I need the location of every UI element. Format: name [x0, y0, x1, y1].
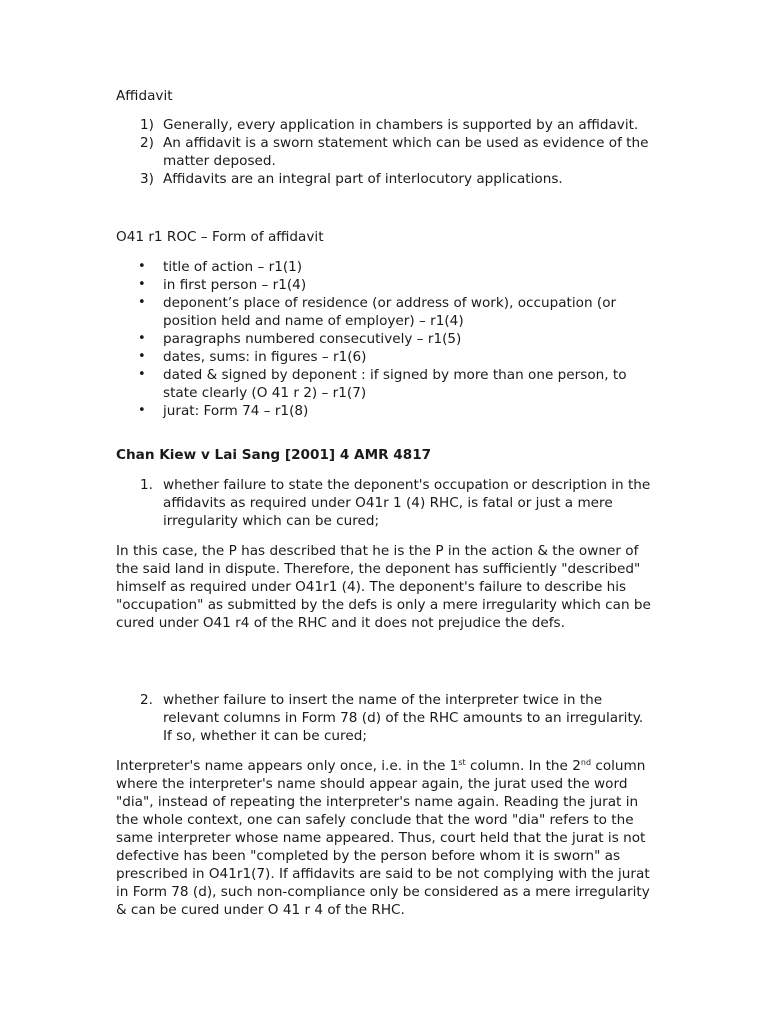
issue-list-2: [116, 691, 656, 745]
list-item: [116, 476, 656, 530]
bullet-icon: •: [138, 349, 146, 364]
bullet-icon: •: [138, 331, 146, 346]
ordinal-suffix: st: [458, 758, 466, 767]
list-item-text: Affidavits are an integral part of interlocutory applications.: [163, 171, 563, 187]
list-item: [116, 348, 656, 366]
list-item: [116, 258, 656, 276]
finding-text-part: column where the interpreter's name should appear again, the jurat used the word "dia", instead of repeating the interpreter's name again. Reading the jurat in the whole context, one can safely conclude that the word "dia" refers to the same interpreter whose name appeared. Thus, court held that the jurat is not defective has been "completed by the person before whom it is sworn" as prescribed in O41r1(7). If affidavits are said to be not complying with the jurat in Form 78 (d), such non-compliance only be considered as a mere irregularity & can be cured under O 41 r 4 of the RHC.: [116, 758, 650, 918]
bullet-icon: •: [138, 259, 146, 274]
list-item: [116, 691, 656, 745]
list-item: [116, 170, 656, 188]
list-item-text: whether failure to insert the name of the interpreter twice in the relevant columns in Form 78 (d) of the RHC amounts to an irregularity. If so, whether it can be cured;: [163, 692, 644, 744]
bullet-icon: •: [138, 367, 146, 382]
bullet-icon: •: [138, 403, 146, 418]
affidavit-list: [116, 116, 656, 188]
bullet-icon: •: [138, 295, 146, 310]
list-item: [116, 330, 656, 348]
form-requirements-list: [116, 258, 656, 420]
list-item-text: title of action – r1(1): [163, 259, 303, 275]
list-number: 2): [140, 135, 154, 151]
form-of-affidavit-heading: O41 r1 ROC – Form of affidavit: [116, 229, 324, 245]
list-number: 2.: [140, 692, 153, 708]
list-item-text: in first person – r1(4): [163, 277, 307, 293]
list-number: 1.: [140, 477, 153, 493]
finding-paragraph-2: [116, 757, 656, 919]
list-item: [116, 294, 656, 330]
bullet-icon: •: [138, 277, 146, 292]
list-item-text: Generally, every application in chambers is supported by an affidavit.: [163, 117, 639, 133]
affidavit-heading: Affidavit: [116, 88, 173, 104]
list-item: [116, 276, 656, 294]
list-item-text: dated & signed by deponent : if signed by more than one person, to state clearly (O 41 r 2) – r1(7): [163, 367, 627, 401]
list-item: [116, 134, 656, 170]
list-item: [116, 366, 656, 402]
list-item: [116, 402, 656, 420]
ordinal-suffix: nd: [580, 758, 592, 767]
list-item-text: deponent’s place of residence (or address of work), occupation (or position held and name of employer) – r1(4): [163, 295, 617, 329]
list-item-text: An affidavit is a sworn statement which can be used as evidence of the matter deposed.: [163, 135, 649, 169]
finding-text-part: Interpreter's name appears only once, i.e. in the 1: [116, 758, 459, 774]
list-item: [116, 116, 656, 134]
list-number: 3): [140, 171, 154, 187]
finding-text-part: column. In the 2: [465, 758, 581, 774]
list-item-text: whether failure to state the deponent's occupation or description in the affidavits as required under O41r 1 (4) RHC, is fatal or just a mere irregularity which can be cured;: [163, 477, 651, 529]
issue-list-1: [116, 476, 656, 530]
list-item-text: jurat: Form 74 – r1(8): [163, 403, 309, 419]
list-number: 1): [140, 117, 154, 133]
list-item-text: dates, sums: in figures – r1(6): [163, 349, 367, 365]
case-title: Chan Kiew v Lai Sang [2001] 4 AMR 4817: [116, 447, 432, 463]
finding-paragraph-1: In this case, the P has described that he is the P in the action & the owner of the said land in dispute. Therefore, the deponent has sufficiently "described" himself as required under O41r1 (4). The deponent's failure to describe his "occupation" as submitted by the defs is only a mere irregularity which can be cured under O41 r4 of the RHC and it does not prejudice the defs.: [116, 543, 651, 631]
list-item-text: paragraphs numbered consecutively – r1(5): [163, 331, 462, 347]
